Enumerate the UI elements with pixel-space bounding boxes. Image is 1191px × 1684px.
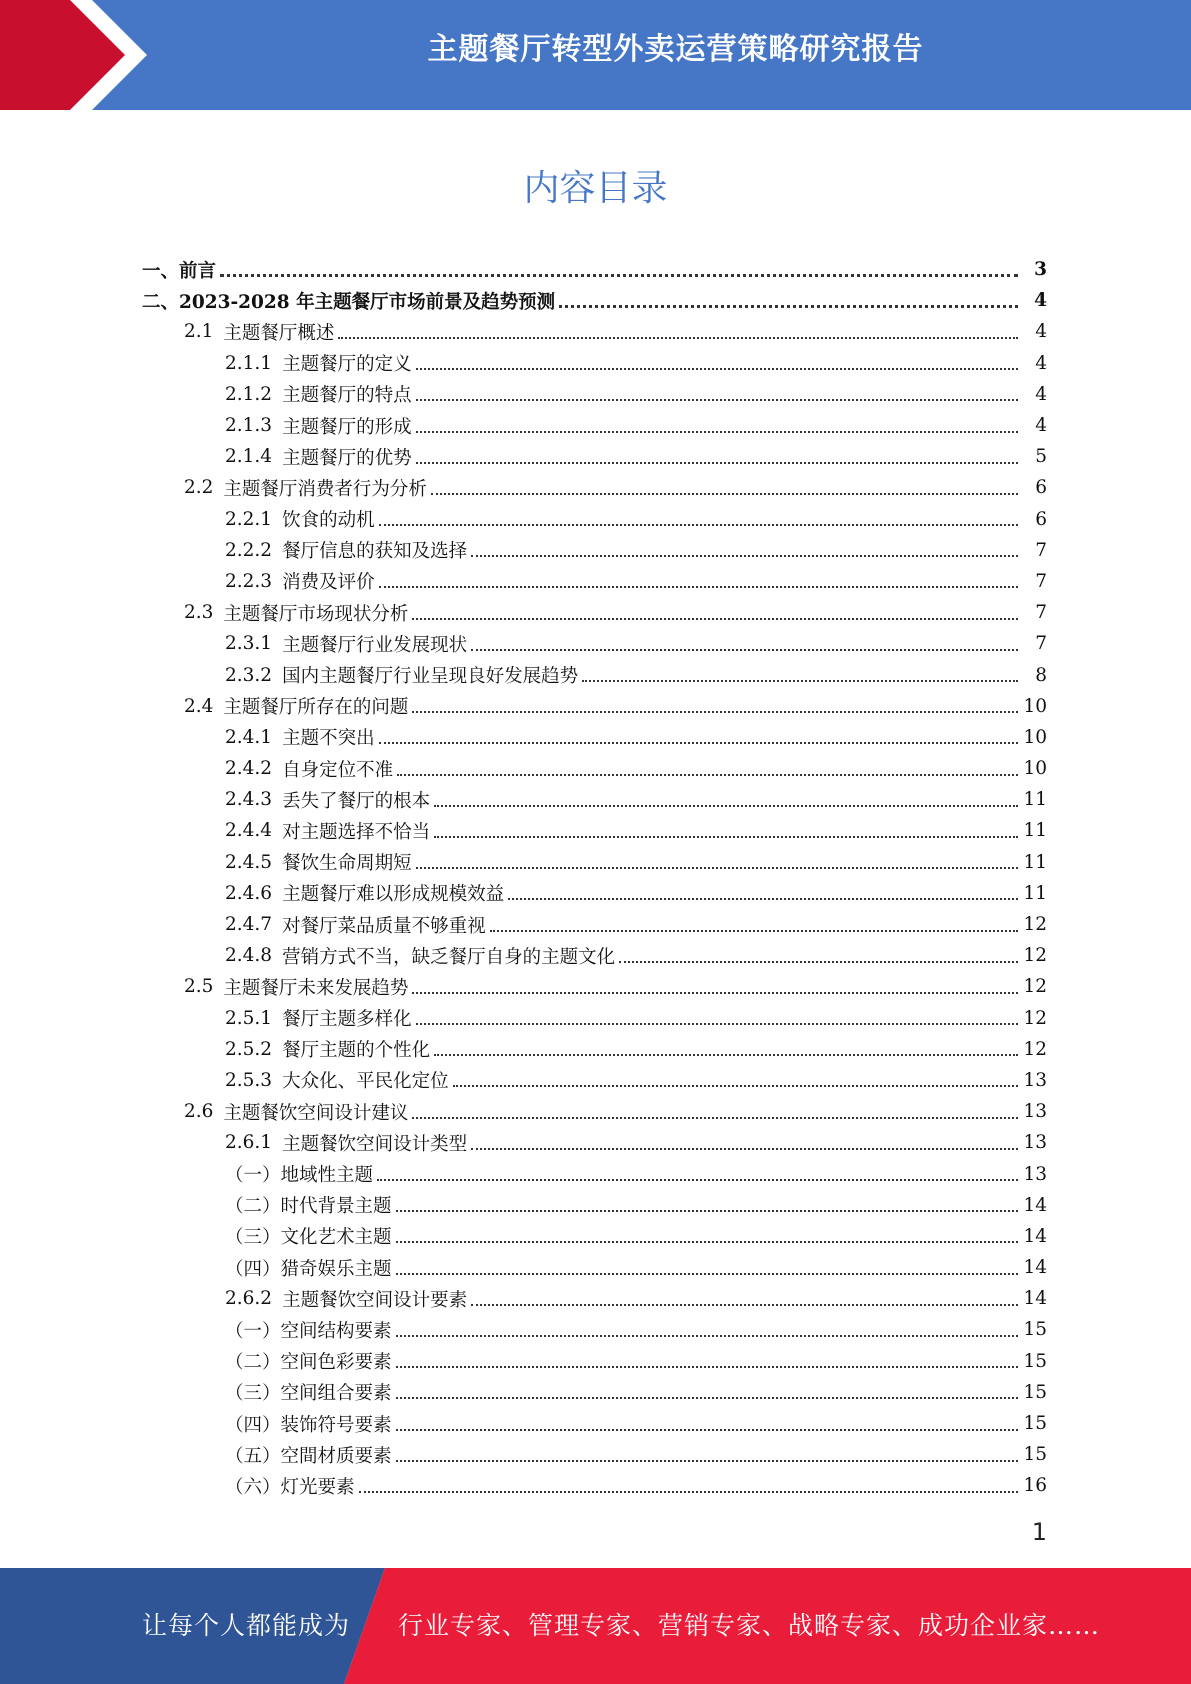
- toc-entry[interactable]: [0, 1408, 1191, 1439]
- toc-entry-page: 12: [1023, 945, 1047, 967]
- toc-entry[interactable]: [0, 1190, 1191, 1221]
- toc-entry[interactable]: [0, 753, 1191, 784]
- toc-entry-label: （三）空间组合要素: [225, 1383, 392, 1405]
- toc-dot-leader: [379, 586, 1018, 588]
- report-title: 主题餐厅转型外卖运营策略研究报告: [427, 32, 924, 67]
- toc-dot-leader: [396, 1273, 1018, 1275]
- toc-entry-label: 主题餐厅的形成: [282, 416, 412, 438]
- toc-dot-leader: [471, 1148, 1018, 1150]
- toc-entry[interactable]: [0, 1221, 1191, 1252]
- toc-entry-number: 2.4.8: [225, 945, 273, 967]
- toc-entry[interactable]: [0, 909, 1191, 940]
- toc-dot-leader: [396, 1241, 1018, 1243]
- toc-entry-page: 4: [1035, 415, 1047, 437]
- toc-entry-page: 15: [1023, 1350, 1047, 1372]
- toc-entry-page: 11: [1023, 882, 1047, 904]
- toc-entry[interactable]: [0, 472, 1191, 503]
- toc-entry-page: 12: [1023, 976, 1047, 998]
- toc-dot-leader: [416, 399, 1018, 401]
- toc-entry[interactable]: [0, 722, 1191, 753]
- toc-entry-number: 2.2.2: [225, 539, 273, 561]
- toc-entry-page: 7: [1035, 570, 1047, 592]
- toc-entry-page: 10: [1023, 726, 1047, 748]
- toc-entry-page: 14: [1023, 1288, 1047, 1310]
- toc-entry-label: 餐厅主题的个性化: [282, 1040, 431, 1062]
- toc-entry[interactable]: [0, 691, 1191, 722]
- footer-band: [0, 1568, 1191, 1684]
- toc-entry-number: 2.5.2: [225, 1038, 273, 1060]
- toc-entry-label: 国内主题餐厅行业呈现良好发展趋势: [282, 666, 579, 688]
- toc-dot-leader: [508, 898, 1018, 900]
- toc-entry-page: 11: [1023, 789, 1047, 811]
- toc-entry-label: （五）空間材质要素: [225, 1445, 392, 1467]
- toc-entry-label: （二）时代背景主题: [225, 1196, 392, 1218]
- toc-entry-label: （四）猎奇娱乐主题: [225, 1258, 392, 1280]
- toc-entry-label: 主题餐饮空间设计要素: [282, 1289, 468, 1311]
- toc-entry-number: 2.4.4: [225, 820, 273, 842]
- toc-entry-number: 2.3.1: [225, 633, 273, 655]
- toc-dot-leader: [396, 1460, 1018, 1462]
- toc-entry[interactable]: [0, 597, 1191, 628]
- toc-entry-number: 2.4.2: [225, 758, 273, 780]
- toc-dot-leader: [490, 930, 1018, 932]
- toc-entry-page: 10: [1023, 758, 1047, 780]
- toc-entry-number: 2.4.3: [225, 789, 273, 811]
- toc-dot-leader: [412, 1117, 1018, 1119]
- toc-entry[interactable]: [0, 1065, 1191, 1096]
- toc-entry-label: 主题餐厅消费者行为分析: [223, 478, 427, 500]
- toc-entry[interactable]: [0, 504, 1191, 535]
- toc-entry[interactable]: [0, 1346, 1191, 1377]
- toc-entry-page: 13: [1023, 1069, 1047, 1091]
- toc-dot-leader: [416, 1023, 1018, 1025]
- toc-entry[interactable]: [0, 815, 1191, 846]
- toc-entry-page: 3: [1034, 259, 1047, 281]
- toc-dot-leader: [471, 555, 1018, 557]
- toc-dot-leader: [379, 524, 1018, 526]
- toc-dot-leader: [359, 1491, 1018, 1493]
- toc-entry-label: 主题不突出: [282, 728, 375, 750]
- toc-entry-label: 一、前言: [142, 260, 217, 282]
- toc-entry-page: 12: [1023, 1007, 1047, 1029]
- toc-entry-number: 2.5.1: [225, 1007, 273, 1029]
- toc-entry-number: 2.1.1: [225, 352, 273, 374]
- toc-entry[interactable]: [0, 348, 1191, 379]
- toc-entry-label: 餐厅信息的获知及选择: [282, 541, 468, 563]
- toc-dot-leader: [338, 337, 1018, 339]
- toc-entry[interactable]: [0, 379, 1191, 410]
- toc-entry-page: 4: [1035, 321, 1047, 343]
- toc-entry[interactable]: [0, 1158, 1191, 1189]
- toc-dot-leader: [416, 368, 1018, 370]
- toc-entry-label: 主题餐厅的优势: [282, 447, 412, 469]
- toc-entry-label: 主题餐厅市场现状分析: [223, 603, 409, 625]
- toc-entry-number: 2.1.4: [225, 446, 273, 468]
- toc-entry-number: 2.6.1: [225, 1132, 273, 1154]
- toc-entry-page: 14: [1023, 1194, 1047, 1216]
- toc-entry-label: 主题餐厅所存在的问题: [223, 697, 409, 719]
- toc-entry-number: 2.5.3: [225, 1069, 273, 1091]
- toc-dot-leader: [416, 431, 1018, 433]
- toc-entry-number: 2.3: [184, 602, 214, 624]
- toc-entry-label: 对主题选择不恰当: [282, 821, 431, 843]
- toc-entry-page: 4: [1035, 383, 1047, 405]
- toc-entry-page: 7: [1035, 633, 1047, 655]
- toc-entry-number: 2.4.1: [225, 726, 273, 748]
- toc-entry-label: 主题餐厅难以形成规模效益: [282, 884, 505, 906]
- toc-entry-page: 4: [1034, 290, 1047, 312]
- toc-entry-label: 二、2023-2028 年主题餐厅市场前景及趋势预测: [142, 291, 556, 313]
- toc-entry-label: （六）灯光要素: [225, 1476, 355, 1498]
- toc-entry-page: 15: [1023, 1413, 1047, 1435]
- toc-entry[interactable]: [0, 971, 1191, 1002]
- toc-entry-page: 7: [1035, 539, 1047, 561]
- toc-entry-label: 餐饮生命周期短: [282, 853, 412, 875]
- toc-dot-leader: [431, 493, 1018, 495]
- toc-entry-page: 13: [1023, 1163, 1047, 1185]
- toc-entry-label: 餐厅主题多样化: [282, 1009, 412, 1031]
- toc-dot-leader: [582, 680, 1018, 682]
- toc-entry[interactable]: [0, 1034, 1191, 1065]
- toc-entry-number: 2.4.7: [225, 914, 273, 936]
- toc-entry[interactable]: [0, 847, 1191, 878]
- toc-entry[interactable]: [0, 1127, 1191, 1158]
- toc-dot-leader: [396, 1429, 1018, 1431]
- toc-entry-number: 2.3.2: [225, 664, 273, 686]
- toc-entry[interactable]: [0, 1439, 1191, 1470]
- toc-dot-leader: [396, 1397, 1018, 1399]
- toc-entry[interactable]: [0, 254, 1191, 285]
- toc-entry-label: 对餐厅菜品质量不够重视: [282, 915, 486, 937]
- footer-slogan-right: 行业专家、管理专家、营销专家、战略专家、成功企业家……: [398, 1611, 1101, 1640]
- toc-entry-label: 主题餐饮空间设计建议: [223, 1102, 409, 1124]
- toc-dot-leader: [397, 774, 1018, 776]
- toc-dot-leader: [434, 836, 1018, 838]
- toc-entry[interactable]: [0, 566, 1191, 597]
- toc-entry-number: 2.2: [184, 477, 214, 499]
- toc-entry[interactable]: [0, 659, 1191, 690]
- toc-dot-leader: [379, 742, 1018, 744]
- toc-entry-label: 消费及评价: [282, 572, 375, 594]
- toc-entry-label: 主题餐厅行业发展现状: [282, 634, 468, 656]
- toc-entry-page: 13: [1023, 1101, 1047, 1123]
- toc-entry-label: 主题餐厅的定义: [282, 354, 412, 376]
- toc-entry-number: 2.2.3: [225, 570, 273, 592]
- toc-entry-number: 2.1.3: [225, 415, 273, 437]
- toc-entry-page: 7: [1035, 602, 1047, 624]
- toc-entry-page: 16: [1023, 1475, 1047, 1497]
- toc-entry[interactable]: [0, 878, 1191, 909]
- toc-entry-label: （三）文化艺术主题: [225, 1227, 392, 1249]
- toc-entry-page: 13: [1023, 1132, 1047, 1154]
- toc-dot-leader: [377, 1179, 1018, 1181]
- table-of-contents: [0, 254, 1191, 1502]
- toc-dot-leader: [396, 1335, 1018, 1337]
- toc-entry-label: 主题餐厅未来发展趋势: [223, 977, 409, 999]
- toc-dot-leader: [396, 1366, 1018, 1368]
- toc-entry[interactable]: [0, 316, 1191, 347]
- toc-entry-label: 丢失了餐厅的根本: [282, 790, 431, 812]
- toc-entry-page: 15: [1023, 1319, 1047, 1341]
- toc-entry[interactable]: [0, 1283, 1191, 1314]
- toc-entry-number: 2.4.6: [225, 882, 273, 904]
- toc-entry-label: （一）地域性主题: [225, 1165, 374, 1187]
- toc-dot-leader: [619, 961, 1018, 963]
- toc-entry-label: （四）装饰符号要素: [225, 1414, 392, 1436]
- toc-entry[interactable]: [0, 1377, 1191, 1408]
- toc-entry-page: 12: [1023, 1038, 1047, 1060]
- toc-entry-page: 15: [1023, 1444, 1047, 1466]
- toc-entry-label: 饮食的动机: [282, 510, 375, 532]
- footer-slogan-left: 让每个人都能成为: [142, 1611, 351, 1640]
- toc-entry-page: 12: [1023, 914, 1047, 936]
- toc-entry[interactable]: [0, 535, 1191, 566]
- toc-dot-leader: [220, 274, 1018, 277]
- toc-entry-number: 2.6.2: [225, 1288, 273, 1310]
- toc-entry[interactable]: [0, 940, 1191, 971]
- toc-entry-page: 14: [1023, 1225, 1047, 1247]
- toc-dot-leader: [396, 1210, 1018, 1212]
- toc-entry-page: 14: [1023, 1257, 1047, 1279]
- toc-entry[interactable]: [0, 628, 1191, 659]
- toc-entry-page: 11: [1023, 851, 1047, 873]
- toc-dot-leader: [412, 711, 1018, 713]
- toc-entry-number: 2.4.5: [225, 851, 273, 873]
- report-header-band: [0, 0, 1191, 110]
- toc-entry-label: 大众化、平民化定位: [282, 1071, 449, 1093]
- toc-entry-number: 2.4: [184, 695, 214, 717]
- toc-dot-leader: [471, 1304, 1018, 1306]
- toc-entry[interactable]: [0, 784, 1191, 815]
- toc-entry[interactable]: [0, 1003, 1191, 1034]
- toc-entry-page: 5: [1035, 446, 1047, 468]
- toc-entry-page: 8: [1035, 664, 1047, 686]
- toc-entry-label: 主题餐厅的特点: [282, 385, 412, 407]
- toc-entry-label: 自身定位不准: [282, 759, 394, 781]
- toc-dot-leader: [434, 1054, 1018, 1056]
- toc-dot-leader: [412, 618, 1018, 620]
- toc-dot-leader: [412, 992, 1018, 994]
- toc-dot-leader: [471, 649, 1018, 651]
- toc-entry-label: 主题餐饮空间设计类型: [282, 1133, 468, 1155]
- toc-entry-label: 营销方式不当，缺乏餐厅自身的主题文化: [282, 946, 616, 968]
- header-arrow-icon: [0, 0, 160, 110]
- toc-dot-leader: [416, 867, 1018, 869]
- toc-entry-label: （二）空间色彩要素: [225, 1352, 392, 1374]
- toc-entry[interactable]: [0, 1252, 1191, 1283]
- toc-dot-leader: [416, 462, 1018, 464]
- toc-entry[interactable]: [0, 1470, 1191, 1501]
- toc-entry[interactable]: [0, 441, 1191, 472]
- toc-dot-leader: [453, 1085, 1018, 1087]
- toc-entry-number: 2.1.2: [225, 383, 273, 405]
- toc-entry-number: 2.5: [184, 976, 214, 998]
- toc-entry-label: 主题餐厅概述: [223, 322, 335, 344]
- toc-entry-page: 6: [1035, 477, 1047, 499]
- toc-dot-leader: [559, 305, 1018, 308]
- toc-entry-label: （一）空间结构要素: [225, 1320, 392, 1342]
- toc-entry[interactable]: [0, 285, 1191, 316]
- toc-heading: 内容目录: [523, 168, 668, 209]
- toc-dot-leader: [434, 805, 1018, 807]
- toc-entry-number: 2.6: [184, 1101, 214, 1123]
- toc-entry-number: 2.2.1: [225, 508, 273, 530]
- toc-entry-page: 11: [1023, 820, 1047, 842]
- toc-entry-page: 4: [1035, 352, 1047, 374]
- toc-entry-page: 15: [1023, 1381, 1047, 1403]
- toc-entry[interactable]: [0, 1314, 1191, 1345]
- toc-entry-number: 2.1: [184, 321, 214, 343]
- toc-entry-page: 6: [1035, 508, 1047, 530]
- toc-entry[interactable]: [0, 410, 1191, 441]
- toc-entry-page: 10: [1023, 695, 1047, 717]
- page-number: 1: [1031, 1518, 1047, 1546]
- toc-entry[interactable]: [0, 1096, 1191, 1127]
